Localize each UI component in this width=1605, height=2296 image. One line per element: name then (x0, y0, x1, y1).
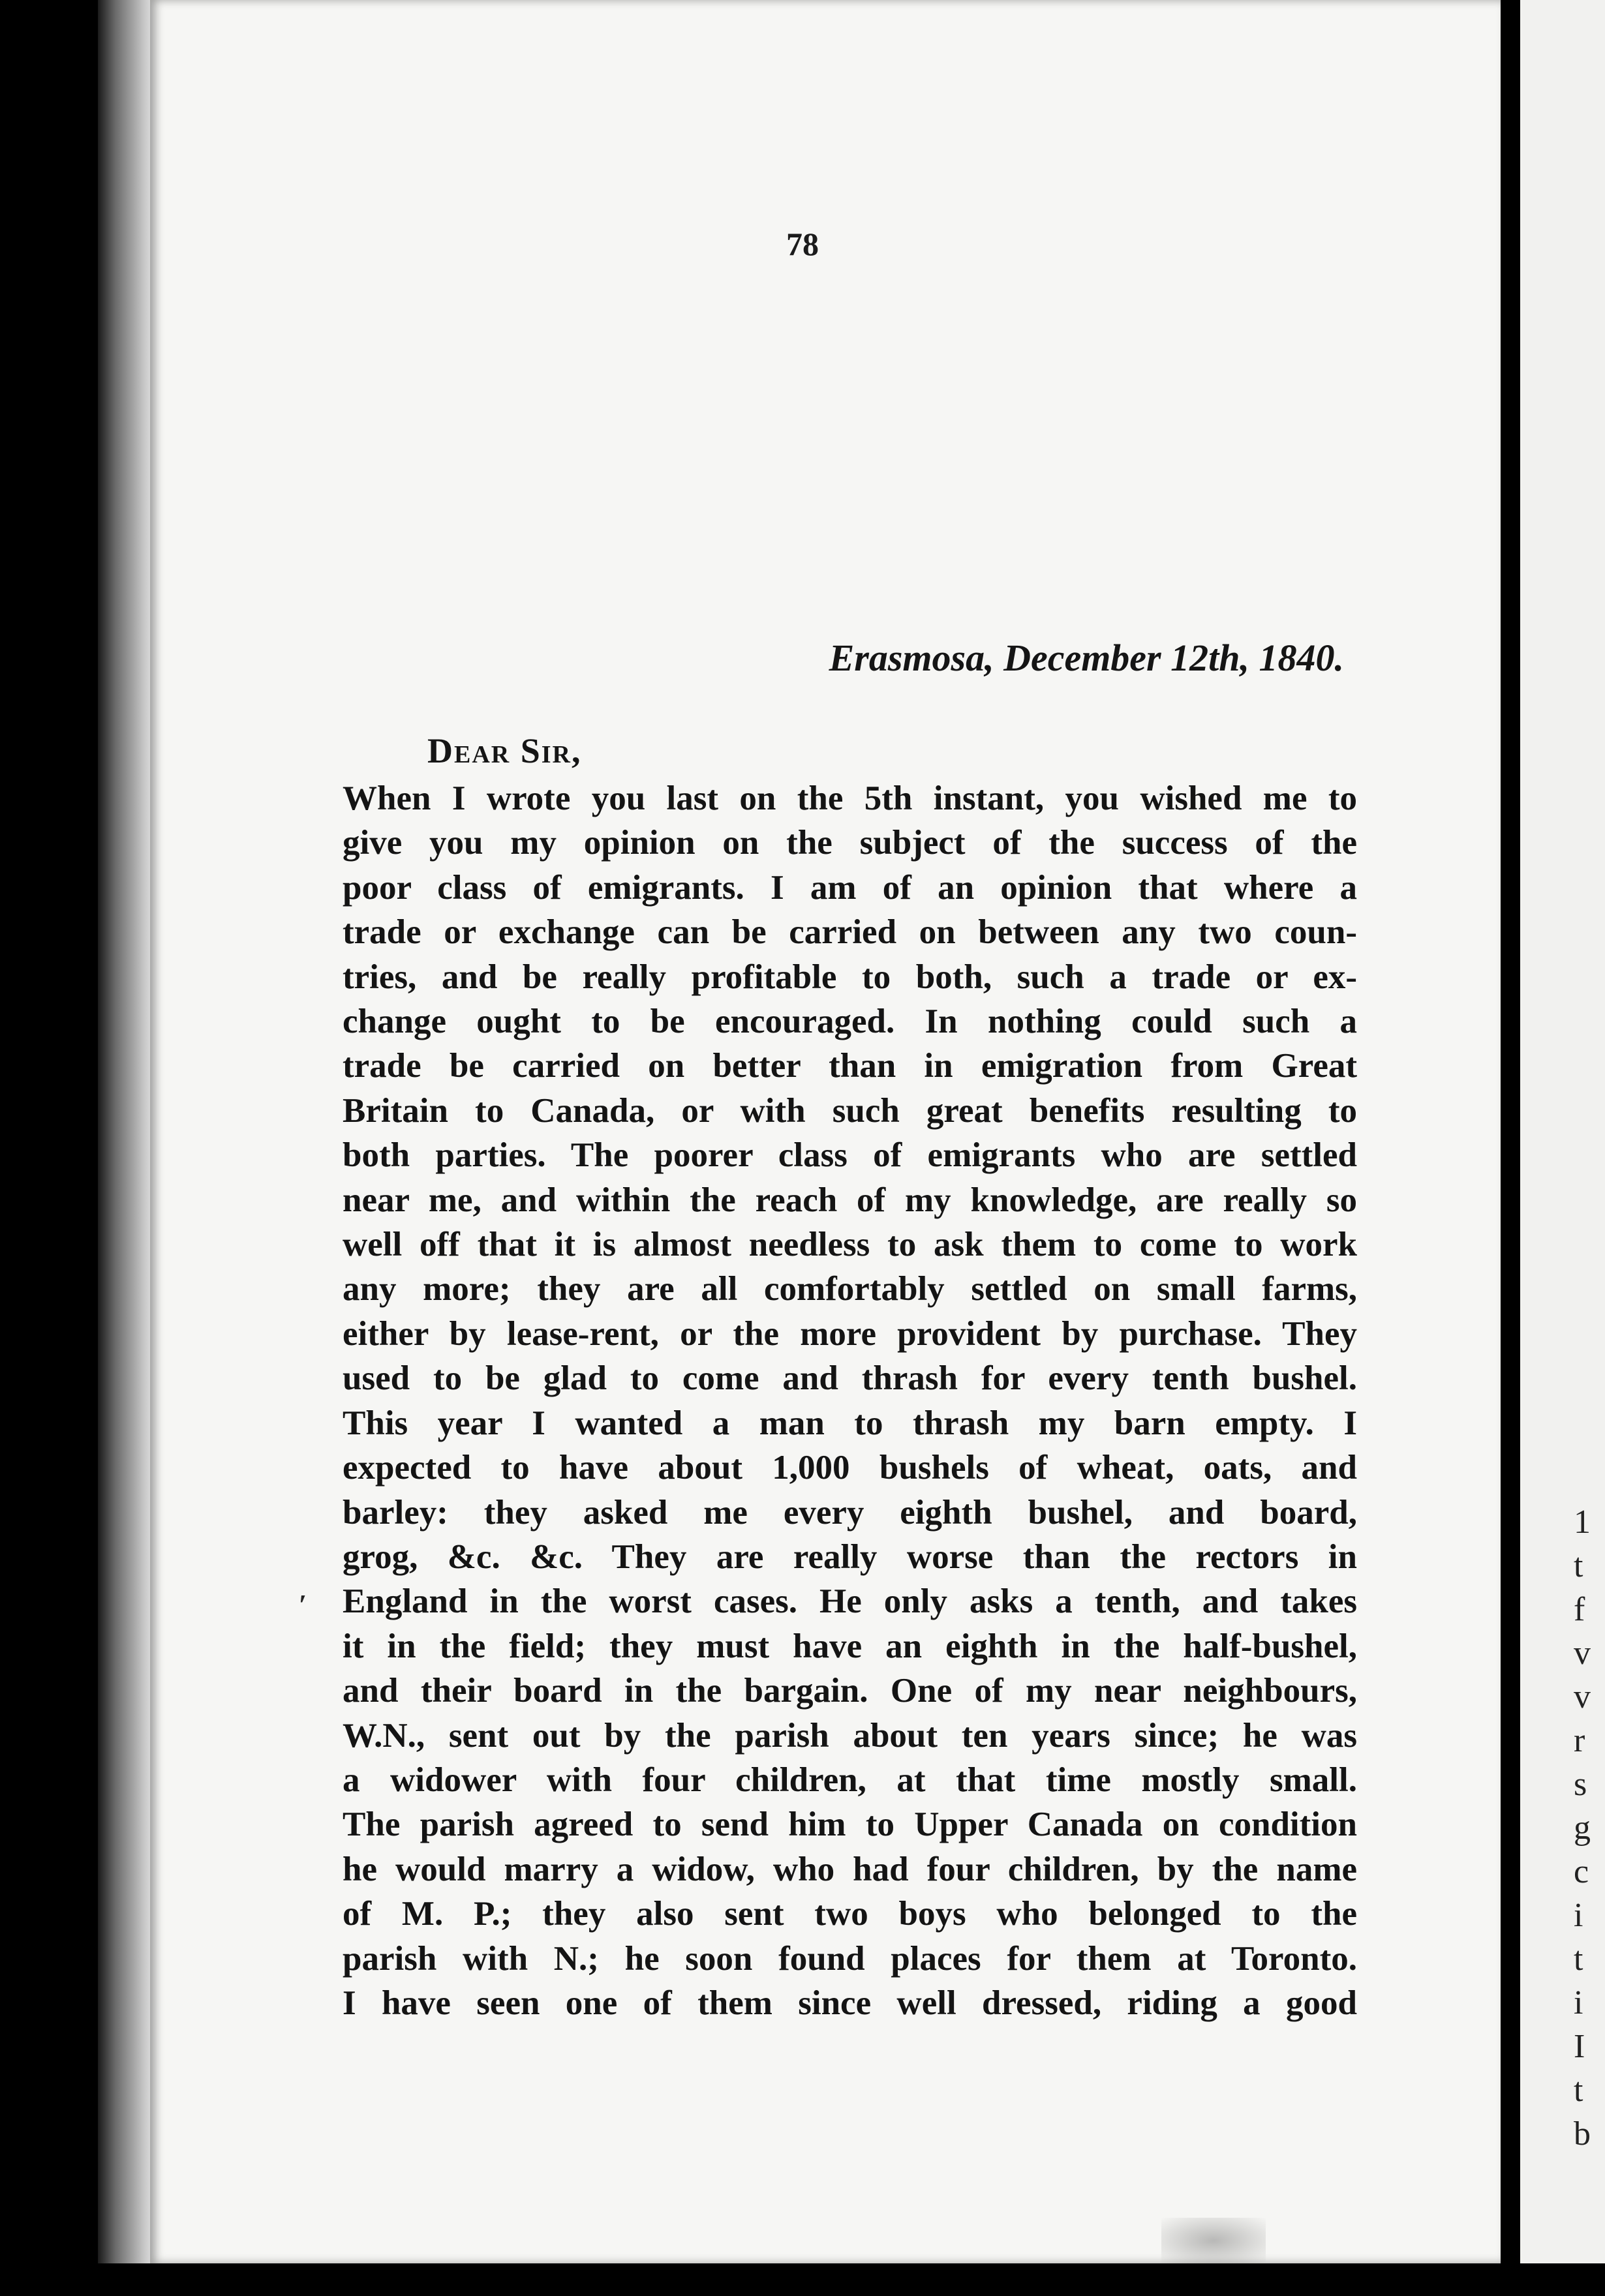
text-line: Britain to Canada, or with such great benefits resulting to (343, 1091, 1357, 1130)
facing-letter: c (1574, 1853, 1589, 1890)
facing-letter: i (1574, 1984, 1583, 2021)
facing-letter: g (1574, 1809, 1591, 1847)
text-line: When I wrote you last on the 5th instant, you wished me to (343, 779, 1357, 817)
text-line: of M. P.; they also sent two boys who belonged to the (343, 1895, 1357, 1933)
text-line: used to be glad to come and thrash for every tenth bushel. (343, 1359, 1357, 1398)
page-number: 78 (786, 226, 819, 262)
text-line: any more; they are all comfortably settled on small farms, (343, 1270, 1357, 1308)
letter-dateline (829, 636, 1344, 680)
text-line: and their board in the bargain. One of my near neighbours, (343, 1672, 1357, 1710)
text-line: it in the field; they must have an eighth in the half-bushel, (343, 1627, 1357, 1665)
text-line: trade or exchange can be carried on between any two coun- (343, 913, 1357, 952)
text-line: he would marry a widow, who had four children, by the name (343, 1850, 1357, 1888)
facing-letter: 1 (1574, 1503, 1591, 1541)
text-line: barley: they asked me every eighth bushel, and board, (343, 1493, 1357, 1532)
dateline-place: Erasmosa, (829, 637, 994, 679)
text-line: change ought to be encouraged. In nothing could such a (343, 1003, 1357, 1041)
letter-salutation: Dear Sir, (427, 731, 582, 770)
text-line: give you my opinion on the subject of the success of the (343, 824, 1357, 862)
dateline-date: December 12th, 1840. (1003, 637, 1344, 679)
text-line: I have seen one of them since well dressed, riding a good (343, 1984, 1357, 2022)
facing-letter: b (1574, 2115, 1591, 2152)
letter-body (343, 776, 1357, 2025)
text-line: poor class of emigrants. I am of an opinion that where a (343, 868, 1357, 907)
facing-page-letters (1574, 1500, 1605, 2156)
facing-letter: v (1574, 1678, 1591, 1715)
facing-letter: t (1574, 1941, 1583, 1978)
text-line: either by lease-rent, or the more provident by purchase. They (343, 1314, 1357, 1353)
text-line: near me, and within the reach of my knowledge, are really so (343, 1181, 1357, 1219)
text-line: parish with N.; he soon found places for them at Toronto. (343, 1939, 1357, 1978)
page-edge-shadow (98, 0, 157, 2263)
text-line: England in the worst cases. He only asks a tenth, and takes (343, 1582, 1357, 1621)
facing-letter: t (1574, 1547, 1583, 1584)
facing-letter: s (1574, 1766, 1587, 1803)
book-gutter (1501, 0, 1520, 2263)
margin-mark: ′ (299, 1589, 307, 1621)
text-line: well off that it is almost needless to ask them to come to work (343, 1226, 1357, 1264)
text-line: W.N., sent out by the parish about ten years since; he was (343, 1716, 1357, 1755)
facing-letter: r (1574, 1722, 1585, 1759)
facing-letter: I (1574, 2028, 1585, 2065)
facing-letter: t (1574, 2072, 1583, 2109)
text-line: both parties. The poorer class of emigrants who are settled (343, 1136, 1357, 1175)
text-line: trade be carried on better than in emigration from Great (343, 1047, 1357, 1085)
facing-page (1520, 0, 1605, 2263)
scan-stain (1161, 2218, 1266, 2263)
text-line: This year I wanted a man to thrash my barn empty. I (343, 1404, 1357, 1442)
text-line: expected to have about 1,000 bushels of wheat, oats, and (343, 1449, 1357, 1487)
text-line: grog, &c. &c. They are really worse than the rectors in (343, 1537, 1357, 1576)
facing-letter: f (1574, 1591, 1585, 1628)
facing-letter: i (1574, 1897, 1583, 1934)
facing-letter: v (1574, 1635, 1591, 1672)
text-line: tries, and be really profitable to both, such a trade or ex- (343, 958, 1357, 996)
text-line: The parish agreed to send him to Upper Canada on condition (343, 1805, 1357, 1844)
text-line: a widower with four children, at that time mostly small. (343, 1760, 1357, 1799)
